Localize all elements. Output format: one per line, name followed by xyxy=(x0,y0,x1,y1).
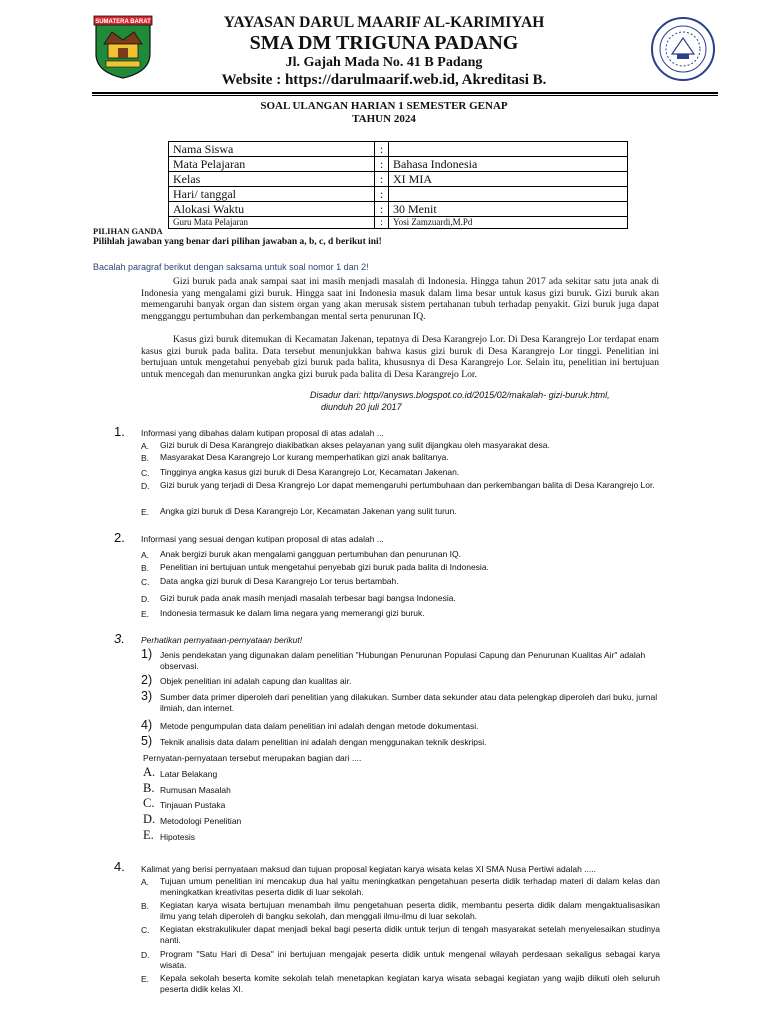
info-label: Guru Mata Pelajaran xyxy=(169,217,375,229)
info-label: Hari/ tanggal xyxy=(169,187,375,202)
option-text[interactable]: Gizi buruk yang terjadi di Desa Krangrejo Lor dapat memengaruhi pertumbuhaan dan perkembangan balita di Desa Karangrejo Lor. xyxy=(160,480,655,490)
option-letter: E. xyxy=(141,507,150,517)
statement-number: 4) xyxy=(141,718,153,732)
option-letter: B. xyxy=(141,453,150,463)
option-text[interactable]: Tinjauan Pustaka xyxy=(160,800,226,810)
statement-text: Metode pengumpulan data dalam penelitian ini adalah dengan metode dokumentasi. xyxy=(160,721,479,731)
exam-title: SOAL ULANGAN HARIAN 1 SEMESTER GENAP xyxy=(260,100,508,112)
info-label: Mata Pelajaran xyxy=(169,157,375,172)
reading-source-date: diunduh 20 juli 2017 xyxy=(321,402,402,412)
reading-source: Disadur dari: http//anysws.blogspot.co.id/2015/02/makalah- gizi-buruk.html, xyxy=(310,390,610,400)
option-text[interactable]: Gizi buruk di Desa Karangrejo diakibatkan akses pelayanan yang sulit dijangkau oleh masyarakat desa. xyxy=(160,440,550,450)
question-prompt: Pernyatan-pernyataan tersebut merupakan bagian dari .... xyxy=(143,753,362,763)
option-letter: C. xyxy=(141,577,150,587)
info-separator: : xyxy=(375,157,389,172)
question-number: 1. xyxy=(114,424,125,439)
question-stem: Perhatikan pernyataan-pernyataan berikut! xyxy=(141,635,303,645)
info-row xyxy=(169,202,628,217)
statement-text: Teknik analisis data dalam penelitian ini adalah dengan menggunakan teknik deskripsi. xyxy=(160,737,487,747)
option-letter: C. xyxy=(143,796,155,810)
reading-intro: Bacalah paragraf berikut dengan saksama untuk soal nomor 1 dan 2! xyxy=(93,262,369,272)
option-text[interactable]: Tujuan umum penelitian ini mencakup dua hal yaitu meningkatkan pengetahuan peserta didik terhadap materi di dalam kelas dan meningkatkan kreativitas peserta didik di luar sekolah. xyxy=(160,876,660,897)
info-separator: : xyxy=(375,202,389,217)
option-letter: B. xyxy=(141,901,150,911)
option-text[interactable]: Metodologi Penelitian xyxy=(160,816,242,826)
school-address: Jl. Gajah Mada No. 41 B Padang xyxy=(285,55,483,70)
statement-number: 5) xyxy=(141,734,153,748)
option-letter: A. xyxy=(141,441,150,451)
option-text[interactable]: Angka gizi buruk di Desa Karangrejo Lor, Kecamatan Jakenan yang sulit turun. xyxy=(160,506,457,516)
option-text[interactable]: Rumusan Masalah xyxy=(160,785,231,795)
info-separator: : xyxy=(375,217,389,229)
info-row xyxy=(169,157,628,172)
option-letter: D. xyxy=(141,950,150,960)
statement-number: 2) xyxy=(141,673,153,687)
info-value: Yosi Zamzuardi,M.Pd xyxy=(389,217,628,229)
header-rule-thin xyxy=(92,95,718,96)
info-value: 30 Menit xyxy=(389,202,628,217)
option-text[interactable]: Masyarakat Desa Karangrejo Lor kurang memperhatikan gizi anak balitanya. xyxy=(160,452,449,462)
section-title: PILIHAN GANDA xyxy=(93,226,163,236)
info-separator: : xyxy=(375,187,389,202)
statement-text: Jenis pendekatan yang digunakan dalam penelitian "Hubungan Penurunan Populasi Capung dan Penurunan Kualitas Air" adalah observasi. xyxy=(160,650,646,671)
statement-text: Objek penelitian ini adalah capung dan kualitas air. xyxy=(160,676,352,686)
option-text[interactable]: Indonesia termasuk ke dalam lima negara yang memerangi gizi buruk. xyxy=(160,608,425,618)
option-letter: C. xyxy=(141,925,150,935)
info-label: Kelas xyxy=(169,172,375,187)
info-value: Bahasa Indonesia xyxy=(389,157,628,172)
info-label: Nama Siswa xyxy=(169,142,375,157)
option-letter: A. xyxy=(143,765,156,779)
school-name: SMA DM TRIGUNA PADANG xyxy=(249,32,519,54)
info-row xyxy=(169,142,628,157)
option-text[interactable]: Anak bergizi buruk akan mengalami gangguan pertumbuhan dan penurunan IQ. xyxy=(160,549,462,559)
info-value[interactable] xyxy=(389,142,628,157)
info-separator: : xyxy=(375,142,389,157)
option-letter: D. xyxy=(141,481,150,491)
school-website: Website : https://darulmaarif.web.id, Akreditasi B. xyxy=(221,72,547,88)
info-row xyxy=(169,187,628,202)
info-label: Alokasi Waktu xyxy=(169,202,375,217)
foundation-name: YAYASAN DARUL MAARIF AL-KARIMIYAH xyxy=(223,14,545,31)
question-stem: Informasi yang dibahas dalam kutipan proposal di atas adalah ... xyxy=(141,428,384,438)
option-letter: D. xyxy=(141,594,150,604)
option-letter: E. xyxy=(141,974,150,984)
reading-paragraph-1: Gizi buruk pada anak sampai saat ini masih menjadi masalah di Indonesia. Hingga tahun 2017 ada sekitar satu juta anak di Indonesia yang mengalami gizi buruk. Hingga saat ini Indonesia masuk dalam lima besar untuk kasus gizi buruk. Gizi buruk akan memengaruhi banyak organ dan sistem organ yang akan merusak sistem pertahanan tubuh terhadap penyakit. Gizi buruk juga dapat mengganggu pertumbuhan dan perkembangan mental serta penurunan IQ. xyxy=(141,276,659,322)
info-separator: : xyxy=(375,172,389,187)
student-info-table xyxy=(168,141,628,229)
info-value[interactable] xyxy=(389,187,628,202)
option-letter: E. xyxy=(143,828,154,842)
option-text[interactable]: Data angka gizi buruk di Desa Karangrejo Lor terus bertambah. xyxy=(160,576,399,586)
statement-number: 1) xyxy=(141,647,153,661)
section-instruction: Pilihlah jawaban yang benar dari pilihan jawaban a, b, c, d berikut ini! xyxy=(93,237,382,247)
option-text[interactable]: Latar Belakang xyxy=(160,769,218,779)
question-number: 4. xyxy=(114,859,125,874)
option-letter: D. xyxy=(143,812,156,826)
exam-year: TAHUN 2024 xyxy=(352,113,416,125)
option-text[interactable]: Program "Satu Hari di Desa" ini bertujuan mengajak peserta didik untuk mengenal wilayah perdesaan sekaligus sebagai karya wisata. xyxy=(160,949,660,970)
option-text[interactable]: Kegiatan karya wisata bertujuan menambah ilmu pengetahuan peserta didik, membantu peserta didik dalam mengaktualisasikan ilmu yang telah diperoleh di bangku sekolah, dan menggali ilmu-ilmu di luar sekolah. xyxy=(160,900,660,921)
option-letter: B. xyxy=(141,563,150,573)
info-row xyxy=(169,217,628,229)
option-text[interactable]: Penelitian ini bertujuan untuk mengetahui penyebab gizi buruk pada balita di Indonesia. xyxy=(160,562,489,572)
statement-number: 3) xyxy=(141,689,153,703)
question-number: 2. xyxy=(114,530,125,545)
statement-text: Sumber data primer diperoleh dari penelitian yang dilakukan. Sumber data sekunder atau data pelengkap diperoleh dari buku, jurnal ilmiah, dan internet. xyxy=(160,692,658,713)
option-letter: E. xyxy=(141,609,150,619)
question-stem: Informasi yang sesuai dengan kutipan proposal di atas adalah ... xyxy=(141,534,384,544)
option-text[interactable]: Gizi buruk pada anak masih menjadi masalah terbesar bagi bangsa Indonesia. xyxy=(160,593,456,603)
option-text[interactable]: Kepala sekolah beserta komite sekolah telah menetapkan kegiatan karya wisata sebagai kegiatan yang wajib diikuti oleh seluruh peserta didik kelas XI. xyxy=(160,973,660,994)
option-text[interactable]: Tingginya angka kasus gizi buruk di Desa Karangrejo Lor, Kecamatan Jakenan. xyxy=(160,467,460,477)
question-number: 3. xyxy=(114,631,125,646)
info-row xyxy=(169,172,628,187)
question-stem: Kalimat yang berisi pernyataan maksud dan tujuan proposal kegiatan karya wisata kelas XI SMA Nusa Pertiwi adalah ..... xyxy=(141,864,596,874)
header-rule-thick xyxy=(92,92,718,94)
option-text[interactable]: Kegiatan ekstrakulikuler dapat menjadi bekal bagi peserta didik untuk terjun di tengah masyarakat setelah menyelesaikan studinya nanti. xyxy=(160,924,660,945)
option-letter: B. xyxy=(143,781,155,795)
option-letter: C. xyxy=(141,468,150,478)
option-text[interactable]: Hipotesis xyxy=(160,832,195,842)
option-letter: A. xyxy=(141,877,150,887)
reading-paragraph-2: Kasus gizi buruk ditemukan di Kecamatan Jakenan, tepatnya di Desa Karangrejo Lor. Di Desa Karangrejo Lor terdapat enam kasus gizi buruk pada balita. Data tersebut menunjukkan bahwa kasus gizi buruk di Desa Karangrejo Lor tinggi. Penelitian ini bertujuan untuk mengetahui penyebab gizi buruk pada balita, khususnya di Desa Karangrejo Lor. Selain itu, penelitian ini bertujuan untuk mencegah dan menurunkan angka gizi buruk pada balita di Desa Karangrejo Lor. xyxy=(141,334,659,380)
info-value: XI MIA xyxy=(389,172,628,187)
option-letter: A. xyxy=(141,550,150,560)
logo-left-text: SUMATERA BARAT xyxy=(95,19,151,25)
